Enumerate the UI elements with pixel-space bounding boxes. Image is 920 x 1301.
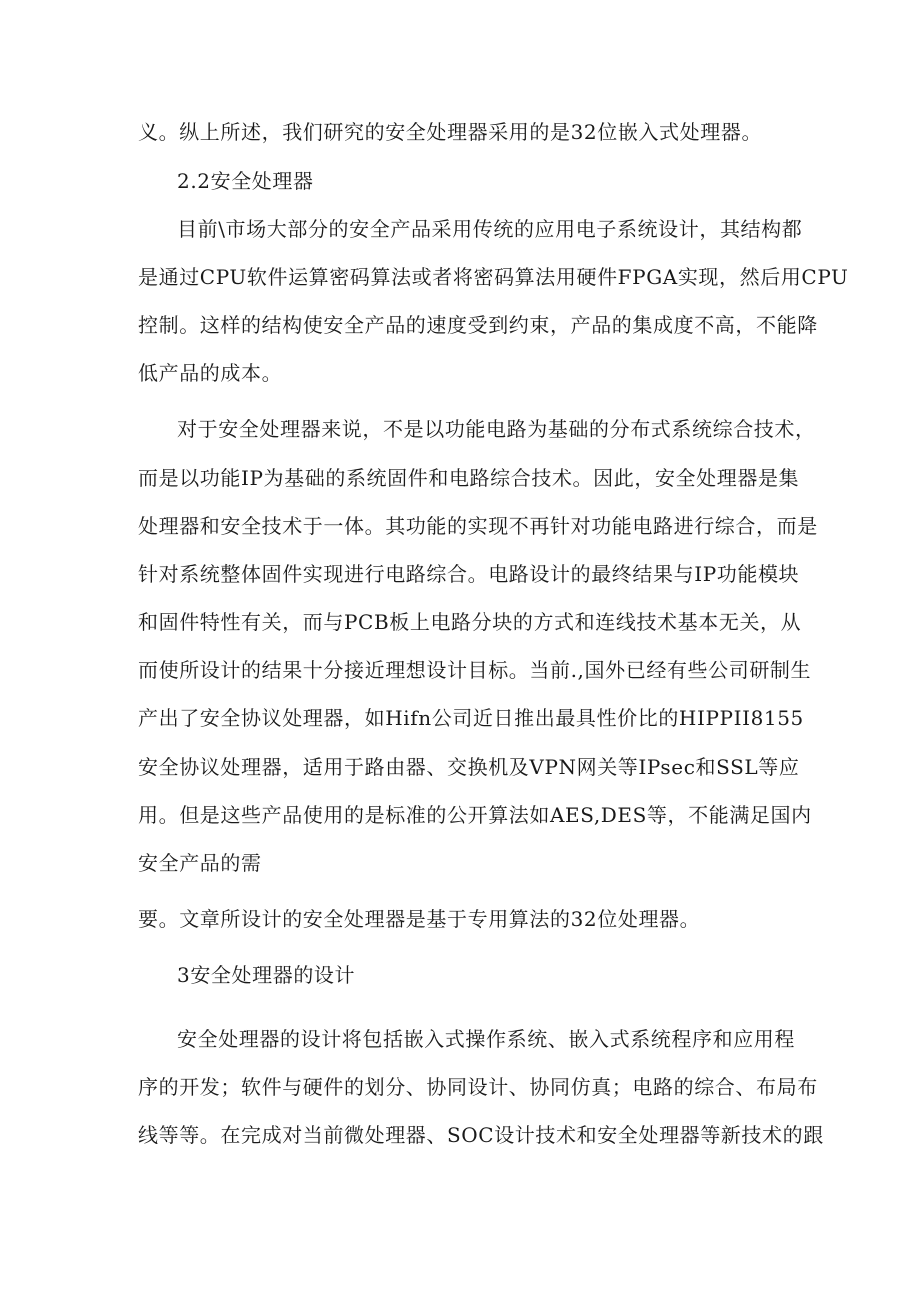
text-line: 序的开发；软件与硬件的划分、协同设计、协同仿真；电路的综合、布局布 (138, 1075, 818, 1099)
text-line: 是通过CPU软件运算密码算法或者将密码算法用硬件FPGA实现，然后用CPU (138, 265, 849, 289)
text-line: 目前\市场大部分的安全产品采用传统的应用电子系统设计，其结构都 (177, 217, 803, 241)
text-line: 而使所设计的结果十分接近理想设计目标。当前.,国外已经有些公司研制生 (138, 658, 812, 682)
text-line: 低产品的成本。 (138, 361, 283, 385)
text-line: 安全协议处理器，适用于路由器、交换机及VPN网关等IPsec和SSL等应 (138, 755, 800, 779)
text-line: 对于安全处理器来说，不是以功能电路为基础的分布式系统综合技术， (177, 417, 816, 441)
section-heading: 2.2安全处理器 (177, 169, 314, 193)
text-line: 安全产品的需 (138, 851, 262, 875)
text-line: 用。但是这些产品使用的是标准的公开算法如AES,DES等，不能满足国内 (138, 803, 812, 827)
text-line: 要。文章所设计的安全处理器是基于专用算法的32位处理器。 (138, 907, 701, 931)
text-line: 和固件特性有关，而与PCB板上电路分块的方式和连线技术基本无关，从 (138, 610, 802, 634)
section-heading: 3安全处理器的设计 (177, 963, 356, 987)
text-line: 线等等。在完成对当前微处理器、SOC设计技术和安全处理器等新技术的跟 (138, 1123, 824, 1147)
text-line: 产出了安全协议处理器，如Hifn公司近日推出最具性价比的HIPPII8155 (138, 706, 804, 730)
text-line: 而是以功能IP为基础的系统固件和电路综合技术。因此，安全处理器是集 (138, 466, 800, 490)
text-line: 控制。这样的结构使安全产品的速度受到约束，产品的集成度不高，不能降 (138, 313, 818, 337)
text-line: 针对系统整体固件实现进行电路综合。电路设计的最终结果与IP功能模块 (138, 562, 800, 586)
text-line: 义。纵上所述，我们研究的安全处理器采用的是32位嵌入式处理器。 (138, 120, 763, 144)
text-line: 处理器和安全技术于一体。其功能的实现不再针对功能电路进行综合，而是 (138, 514, 818, 538)
text-line: 安全处理器的设计将包括嵌入式操作系统、嵌入式系统程序和应用程 (177, 1027, 795, 1051)
